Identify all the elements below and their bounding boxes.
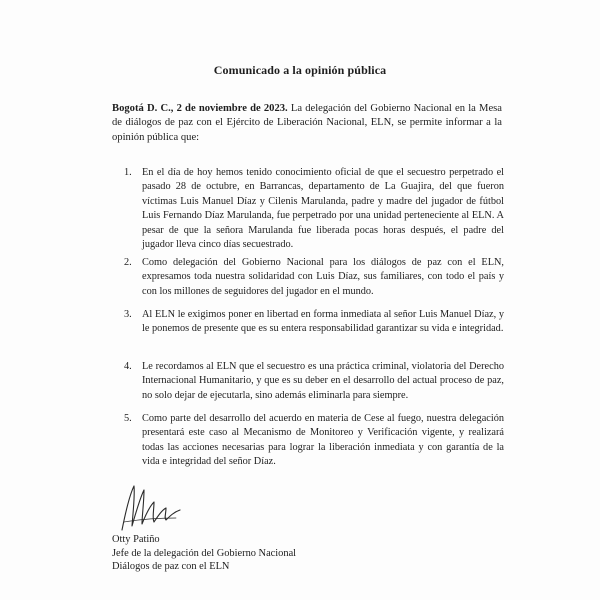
intro-paragraph xyxy=(112,102,502,145)
signer-org: Diálogos de paz con el ELN xyxy=(112,561,230,573)
intro-body: La delegación del Gobierno Nacional en la Mesa de diálogos de paz con el Ejército de Liberación Nacional, ELN, se permite informar a la opinión pública que: xyxy=(112,103,502,143)
list-item-number: 5. xyxy=(124,413,132,424)
signer-role: Jefe de la delegación del Gobierno Nacional xyxy=(112,547,297,559)
list-item-text: Le recordamos al ELN que el secuestro es una práctica criminal, violatoria del Derecho Internacional Humanitario, y que es su deber en el desarrollo del actual proceso de paz, no solo dejar de ejecutarla, sino además eliminarla para siempre. xyxy=(142,361,504,401)
list-item-number: 3. xyxy=(124,309,132,320)
document-title: Comunicado a la opinión pública xyxy=(213,63,387,77)
list-item xyxy=(112,166,504,252)
list-item-text: Como parte del desarrollo del acuerdo en materia de Cese al fuego, nuestra delegación presentará este caso al Mecanismo de Monitoreo y Verificación vigente, y realizará todas las acciones necesarias para lograr la liberación inmediata y con garantía de la vida e integridad del señor Díaz. xyxy=(142,413,504,468)
list-item xyxy=(112,412,504,470)
signer-name: Otty Patiño xyxy=(112,534,160,545)
intro-date-lead: Bogotá D. C., 2 de noviembre de 2023. xyxy=(112,103,288,114)
list-item-number: 2. xyxy=(124,257,132,268)
list-item xyxy=(112,308,504,337)
signature-icon xyxy=(116,480,186,536)
list-item xyxy=(112,360,504,403)
list-item-text: Al ELN le exigimos poner en libertad en forma inmediata al señor Luis Manuel Díaz, y le ponemos de presente que es su entera responsabilidad garantizar su vida e integridad. xyxy=(142,309,504,335)
list-item xyxy=(112,256,504,299)
signature-block xyxy=(112,533,372,574)
list-item-number: 4. xyxy=(124,361,132,372)
list-item-text: Como delegación del Gobierno Nacional para los diálogos de paz con el ELN, expresamos toda nuestra solidaridad con Luis Díaz, sus familiares, con todo el país y con los millones de seguidores del jugador en el mundo. xyxy=(142,257,504,297)
list-item-text: En el día de hoy hemos tenido conocimiento oficial de que el secuestro perpetrado el pasado 28 de octubre, en Barrancas, departamento de La Guajira, del que fueron víctimas Luis Manuel Díaz y Cilenis Marulanda, padre y madre del jugador de fútbol Luis Fernando Díaz Marulanda, fue perpetrado por una unidad perteneciente al ELN. A pesar de que la señora Marulanda fue liberada pocas horas después, el padre del jugador lleva cinco días secuestrado. xyxy=(142,167,504,251)
list-item-number: 1. xyxy=(124,167,132,178)
